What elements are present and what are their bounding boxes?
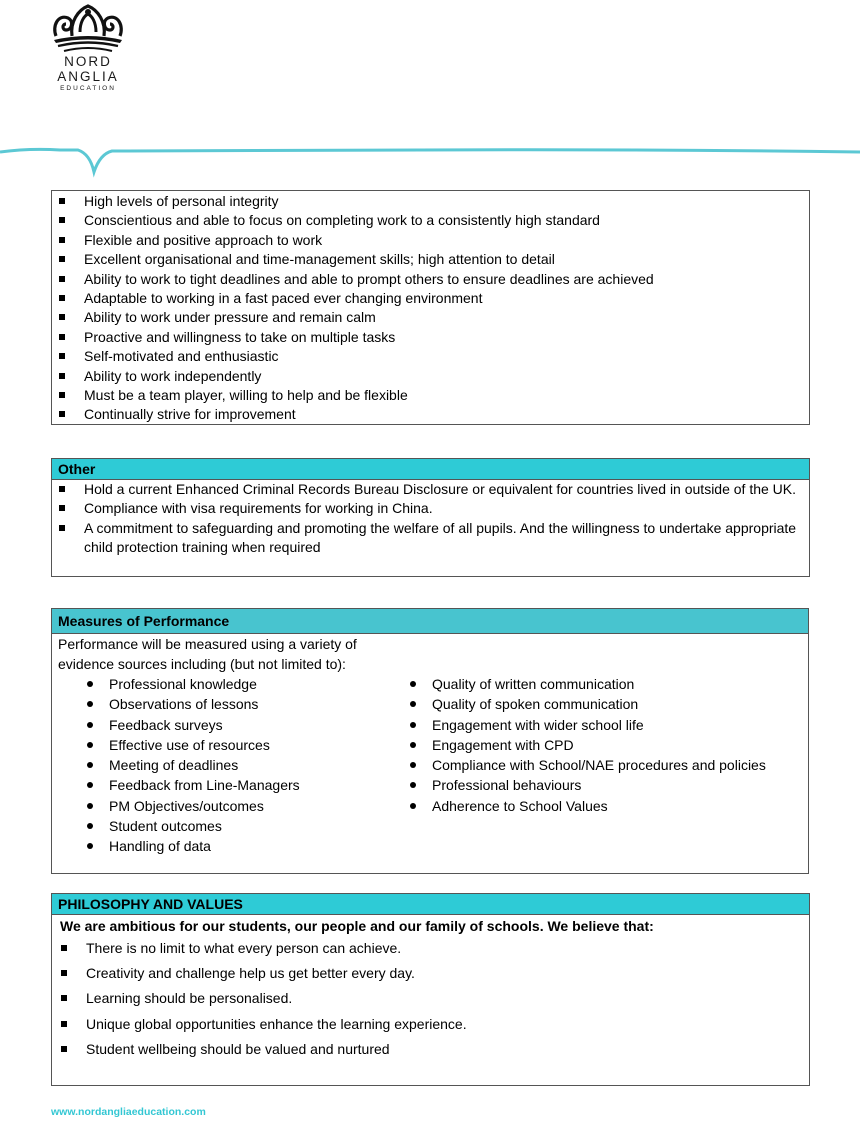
list-item: Handling of data	[83, 836, 300, 856]
header-wave-divider	[0, 140, 860, 180]
performance-box	[51, 608, 809, 874]
list-item: Excellent organisational and time-management skills; high attention to detail	[52, 250, 809, 269]
list-item: A commitment to safeguarding and promoting the welfare of all pupils. And the willingness to undertake appropriate child protection training when required	[52, 519, 809, 558]
other-box	[51, 458, 810, 577]
other-heading: Other	[52, 459, 809, 480]
qualities-list	[52, 192, 809, 425]
performance-list-right	[406, 674, 766, 816]
nord-anglia-logo	[48, 2, 128, 102]
list-item: Compliance with visa requirements for working in China.	[52, 499, 809, 518]
list-item: There is no limit to what every person can achieve.	[52, 939, 809, 958]
list-item: Flexible and positive approach to work	[52, 231, 809, 250]
philosophy-intro: We are ambitious for our students, our people and our family of schools. We believe that:	[60, 918, 654, 934]
performance-heading: Measures of Performance	[52, 609, 808, 634]
philosophy-heading: PHILOSOPHY AND VALUES	[52, 894, 809, 915]
list-item: Must be a team player, willing to help and be flexible	[52, 386, 809, 405]
list-item: Quality of spoken communication	[406, 694, 766, 714]
list-item: Ability to work under pressure and remain calm	[52, 308, 809, 327]
list-item: Ability to work to tight deadlines and able to prompt others to ensure deadlines are achieved	[52, 270, 809, 289]
list-item: Proactive and willingness to take on multiple tasks	[52, 328, 809, 347]
list-item: Ability to work independently	[52, 367, 809, 386]
performance-intro: Performance will be measured using a variety of evidence sources including (but not limited to):	[58, 636, 357, 672]
list-item: Quality of written communication	[406, 674, 766, 694]
list-item: Meeting of deadlines	[83, 755, 300, 775]
list-item: Conscientious and able to focus on completing work to a consistently high standard	[52, 211, 809, 230]
list-item: Professional behaviours	[406, 775, 766, 795]
list-item: Professional knowledge	[83, 674, 300, 694]
list-item: Creativity and challenge help us get better every day.	[52, 964, 809, 983]
list-item: Feedback surveys	[83, 715, 300, 735]
list-item: Compliance with School/NAE procedures and policies	[406, 755, 766, 775]
list-item: Adaptable to working in a fast paced ever changing environment	[52, 289, 809, 308]
list-item: High levels of personal integrity	[52, 192, 809, 211]
other-list	[52, 480, 809, 558]
list-item: PM Objectives/outcomes	[83, 796, 300, 816]
philosophy-list	[52, 939, 809, 1059]
philosophy-box	[51, 893, 810, 1086]
list-item: Learning should be personalised.	[52, 989, 809, 1008]
performance-list-left	[83, 674, 300, 857]
crown-swan-icon	[50, 2, 126, 54]
logo-line-2: ANGLIA	[57, 69, 119, 84]
list-item: Engagement with CPD	[406, 735, 766, 755]
qualities-box	[51, 190, 810, 425]
list-item: Feedback from Line-Managers	[83, 775, 300, 795]
list-item: Adherence to School Values	[406, 796, 766, 816]
list-item: Unique global opportunities enhance the learning experience.	[52, 1015, 809, 1034]
logo-line-1: NORD	[64, 54, 112, 69]
list-item: Student outcomes	[83, 816, 300, 836]
list-item: Continually strive for improvement	[52, 405, 809, 424]
list-item: Observations of lessons	[83, 694, 300, 714]
list-item: Self-motivated and enthusiastic	[52, 347, 809, 366]
list-item: Hold a current Enhanced Criminal Records Bureau Disclosure or equivalent for countries lived in outside of the UK.	[52, 480, 809, 499]
list-item: Engagement with wider school life	[406, 715, 766, 735]
list-item: Student wellbeing should be valued and nurtured	[52, 1040, 809, 1059]
footer-url-link[interactable]: www.nordangliaeducation.com	[51, 1106, 206, 1118]
list-item: Effective use of resources	[83, 735, 300, 755]
logo-line-3: EDUCATION	[60, 85, 116, 92]
